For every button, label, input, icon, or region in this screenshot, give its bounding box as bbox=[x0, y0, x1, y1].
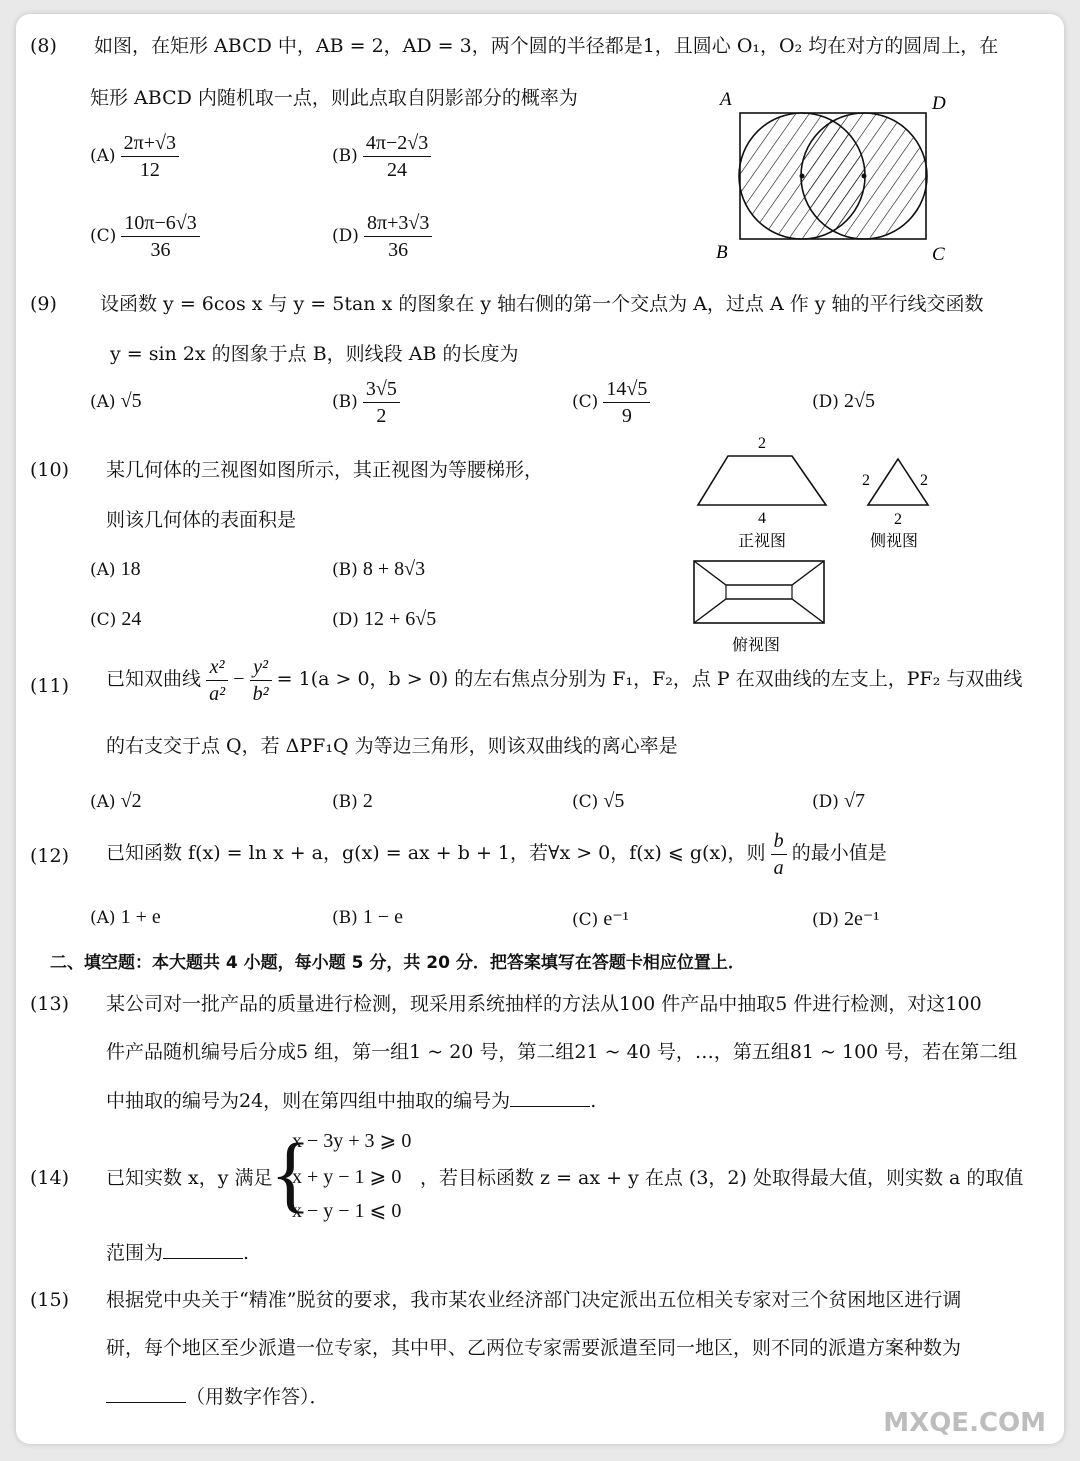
q8-line1: 如图，在矩形 ABCD 中，AB = 2，AD = 3，两个圆的半径都是1，且圆心 O₁，O₂ 均在对方的圆周上，在 bbox=[94, 35, 999, 57]
q9-option-d: (D) 2√5 bbox=[812, 390, 875, 412]
watermark: MXQE.COM bbox=[883, 1408, 1046, 1438]
q10-option-d: (D) 12 + 6√5 bbox=[332, 608, 437, 630]
q15-number: (15) bbox=[30, 1289, 70, 1311]
q9-line1: 设函数 y = 6cos x 与 y = 5tan x 的图象在 y 轴右侧的第一个交点为 A，过点 A 作 y 轴的平行线交函数 bbox=[100, 293, 984, 315]
q13-line2: 件产品随机编号后分成5 组，第一组1 ~ 20 号，第二组21 ~ 40 号，…，第五组81 ~ 100 号，若在第二组 bbox=[106, 1041, 1018, 1063]
q13-line1: 某公司对一批产品的质量进行检测，现采用系统抽样的方法从100 件产品中抽取5 件进行检测，对这100 bbox=[106, 993, 982, 1015]
q14-constraint-2: x + y − 1 ⩾ 0 bbox=[292, 1166, 402, 1188]
label-a: A bbox=[720, 89, 732, 110]
q12-number: (12) bbox=[30, 845, 70, 867]
q14-number: (14) bbox=[30, 1167, 70, 1189]
side-view-triangle bbox=[868, 459, 928, 505]
q8-option-b: (B) $\frac{4\pi-2√3}{24}$ bbox=[332, 130, 431, 183]
q9-option-a: (A) √5 bbox=[90, 390, 142, 412]
q15-line3: （用数字作答）． bbox=[106, 1384, 329, 1409]
q12-option-b: (B) 1 − e bbox=[332, 906, 404, 928]
top-caption: 俯视图 bbox=[732, 635, 781, 654]
q9-option-b: (B) $\frac{3√5}{2}$ bbox=[332, 376, 400, 429]
q11-option-d: (D) √7 bbox=[812, 790, 865, 812]
front-top-label: 2 bbox=[758, 435, 766, 452]
q14-constraint-1: x − 3y + 3 ⩾ 0 bbox=[292, 1130, 412, 1152]
q9-line2: y = sin 2x 的图象于点 B，则线段 AB 的长度为 bbox=[110, 343, 519, 365]
q14-answer-blank bbox=[163, 1240, 243, 1259]
system-brace: { bbox=[270, 1125, 312, 1221]
q10-line2: 则该几何体的表面积是 bbox=[106, 509, 297, 531]
front-view-trapezoid bbox=[698, 456, 826, 505]
q12-option-d: (D) 2e⁻¹ bbox=[812, 908, 880, 930]
q10-option-b: (B) 8 + 8√3 bbox=[332, 558, 426, 580]
q10-line1: 某几何体的三视图如图所示，其正视图为等腰梯形， bbox=[106, 459, 544, 481]
front-caption: 正视图 bbox=[738, 531, 787, 550]
side-right-label: 2 bbox=[920, 472, 928, 489]
q13-answer-blank bbox=[510, 1088, 590, 1107]
q10-number: (10) bbox=[30, 459, 70, 481]
q11-option-a: (A) √2 bbox=[90, 790, 142, 812]
q9-option-c: (C) $\frac{14√5}{9}$ bbox=[572, 376, 650, 429]
q10-three-views-figure bbox=[684, 432, 944, 662]
exam-page bbox=[16, 14, 1064, 1444]
q8-option-c: (C) $\frac{10\pi-6√3}{36}$ bbox=[90, 210, 200, 263]
q12-option-a: (A) 1 + e bbox=[90, 906, 161, 928]
q9-number: (9) bbox=[30, 293, 57, 315]
q14-constraint-3: x − y − 1 ⩽ 0 bbox=[292, 1200, 402, 1222]
q11-line1: 已知双曲线 $\frac{\text{x²}}{\text{a²}}$ − $\frac{\text{y²}}{\text{b²}}$ = 1(a > 0，b > 0) 的左右焦点分别为 F₁，F₂，点 P 在双曲线的左支上，PF₂ 与双曲线 bbox=[106, 656, 1023, 705]
q8-option-a: (A) $\frac{2\pi+√3}{12}$ bbox=[90, 130, 179, 183]
q12-line1: 已知函数 f(x) = ln x + a，g(x) = ax + b + 1，若∀x > 0，f(x) ⩽ g(x)，则 $\frac{b}{a}$ 的最小值是 bbox=[106, 830, 887, 879]
q8-rectangle-circles-figure bbox=[706, 88, 976, 268]
section-2-heading: 二、填空题：本大题共 4 小题，每小题 5 分，共 20 分．把答案填写在答题卡相应位置上． bbox=[50, 953, 745, 973]
side-bottom-label: 2 bbox=[894, 511, 902, 528]
q10-option-c: (C) 24 bbox=[90, 608, 142, 630]
q11-number: (11) bbox=[30, 675, 70, 697]
q14-line2: 范围为 . bbox=[106, 1242, 250, 1264]
side-left-label: 2 bbox=[862, 472, 870, 489]
q11-option-b: (B) 2 bbox=[332, 790, 373, 812]
label-b: B bbox=[716, 242, 728, 263]
q11-line2: 的右支交于点 Q，若 ΔPF₁Q 为等边三角形，则该双曲线的离心率是 bbox=[106, 735, 678, 757]
label-d: D bbox=[932, 93, 946, 114]
top-view-rect bbox=[694, 561, 824, 623]
q11-option-c: (C) √5 bbox=[572, 790, 625, 812]
q15-line2: 研，每个地区至少派遣一位专家，其中甲、乙两位专家需要派遣至同一地区，则不同的派遣方案种数为 bbox=[106, 1337, 962, 1359]
q15-answer-blank bbox=[106, 1384, 186, 1403]
q8-option-d: (D) $\frac{8\pi+3√3}{36}$ bbox=[332, 210, 432, 263]
q13-number: (13) bbox=[30, 993, 70, 1015]
q8-number: (8) bbox=[30, 35, 57, 57]
q15-line1: 根据党中央关于“精准”脱贫的要求，我市某农业经济部门决定派出五位相关专家对三个贫困地区进行调 bbox=[106, 1289, 962, 1311]
q14-pre: 已知实数 x，y 满足 bbox=[106, 1167, 273, 1189]
q13-line3: 中抽取的编号为24，则在第四组中抽取的编号为 . bbox=[106, 1090, 597, 1112]
side-caption: 侧视图 bbox=[870, 531, 919, 550]
label-c: C bbox=[932, 244, 945, 265]
q8-line2: 矩形 ABCD 内随机取一点，则此点取自阴影部分的概率为 bbox=[90, 87, 578, 109]
q12-option-c: (C) e⁻¹ bbox=[572, 908, 629, 930]
front-bottom-label: 4 bbox=[758, 510, 766, 527]
q14-post: ，若目标函数 z = ax + y 在点 (3，2) 处取得最大值，则实数 a 的取值 bbox=[420, 1167, 1024, 1189]
q10-option-a: (A) 18 bbox=[90, 558, 141, 580]
